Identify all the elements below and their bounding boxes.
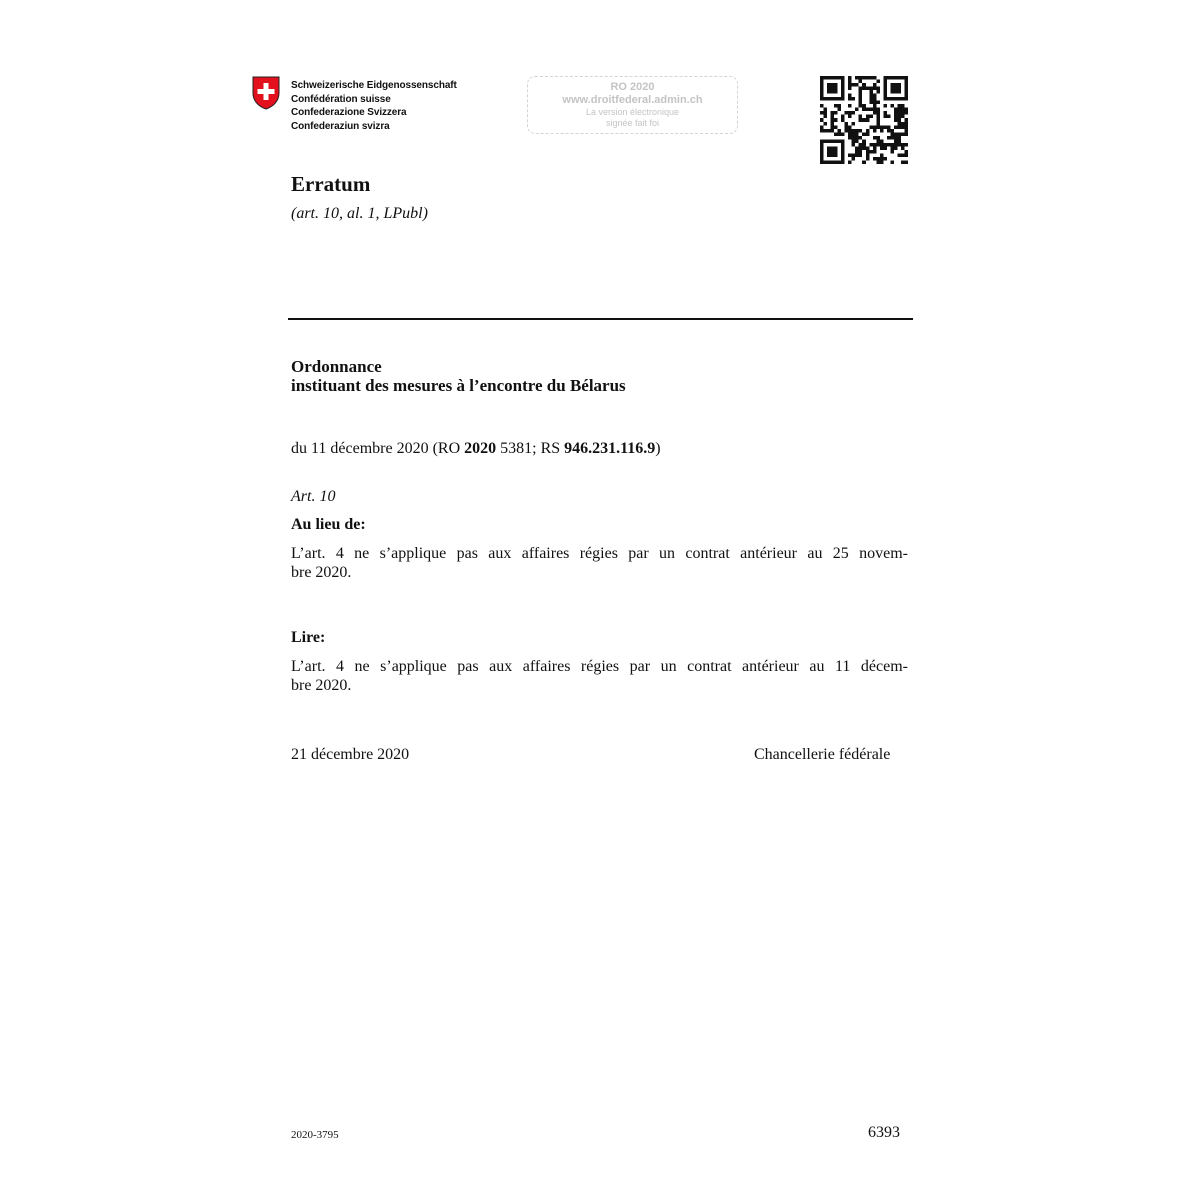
confederation-name-it: Confederazione Svizzera: [291, 107, 407, 118]
instead-text-line1: L’art. 4 ne s’applique pas aux affaires régies par un contrat antérieur au 25 novem-: [291, 545, 908, 562]
read-text-line1: L’art. 4 ne s’applique pas aux affaires régies par un contrat antérieur au 11 décem-: [291, 658, 908, 675]
date-mid: 5381; RS: [496, 440, 565, 457]
date-prefix: du 11 décembre 2020 (RO: [291, 440, 465, 457]
document-reference: 2020-3795: [291, 1129, 339, 1141]
divider: [288, 318, 913, 320]
confederation-name-fr: Confédération suisse: [291, 93, 391, 105]
stamp-website-link[interactable]: www.droitfederal.admin.ch: [562, 94, 703, 106]
confederation-name-rm: Confederaziun svizra: [291, 120, 390, 132]
stamp-note-line1: La version électronique: [585, 107, 680, 117]
ordinance-heading: [291, 357, 626, 395]
article-reference: Art. 10: [291, 488, 336, 505]
ordinance-heading-line1: Ordonnance: [291, 357, 382, 376]
ordinance-date: [291, 440, 661, 458]
date-suffix: ): [655, 440, 661, 457]
read-text: [291, 657, 908, 695]
swiss-cross-icon: [251, 76, 281, 110]
page-title: Erratum: [291, 172, 371, 196]
stamp-note-line2: signée fait foi: [605, 118, 660, 128]
signatory: Chancellerie fédérale: [754, 746, 891, 763]
confederation-names: [291, 79, 457, 133]
instead-text: [291, 544, 908, 582]
signature-date: 21 décembre 2020: [291, 746, 410, 763]
instead-label: Au lieu de:: [291, 516, 366, 533]
electronic-version-stamp: [527, 76, 738, 134]
confederation-name-de: Schweizerische Eidgenossenschaft: [291, 80, 457, 91]
page-subtitle: (art. 10, al. 1, LPubl): [291, 205, 428, 222]
read-text-line2: bre 2020.: [291, 677, 352, 694]
ordinance-heading-line2: instituant des mesures à l’encontre du Bélarus: [291, 376, 626, 395]
rs-number: 946.231.116.9: [564, 440, 656, 457]
instead-text-line2: bre 2020.: [291, 564, 352, 581]
page-number: 6393: [868, 1124, 900, 1141]
ro-year: 2020: [464, 440, 497, 457]
qr-code-icon: [820, 76, 908, 164]
stamp-ro-year: RO 2020: [610, 81, 655, 93]
read-label: Lire:: [291, 629, 326, 646]
